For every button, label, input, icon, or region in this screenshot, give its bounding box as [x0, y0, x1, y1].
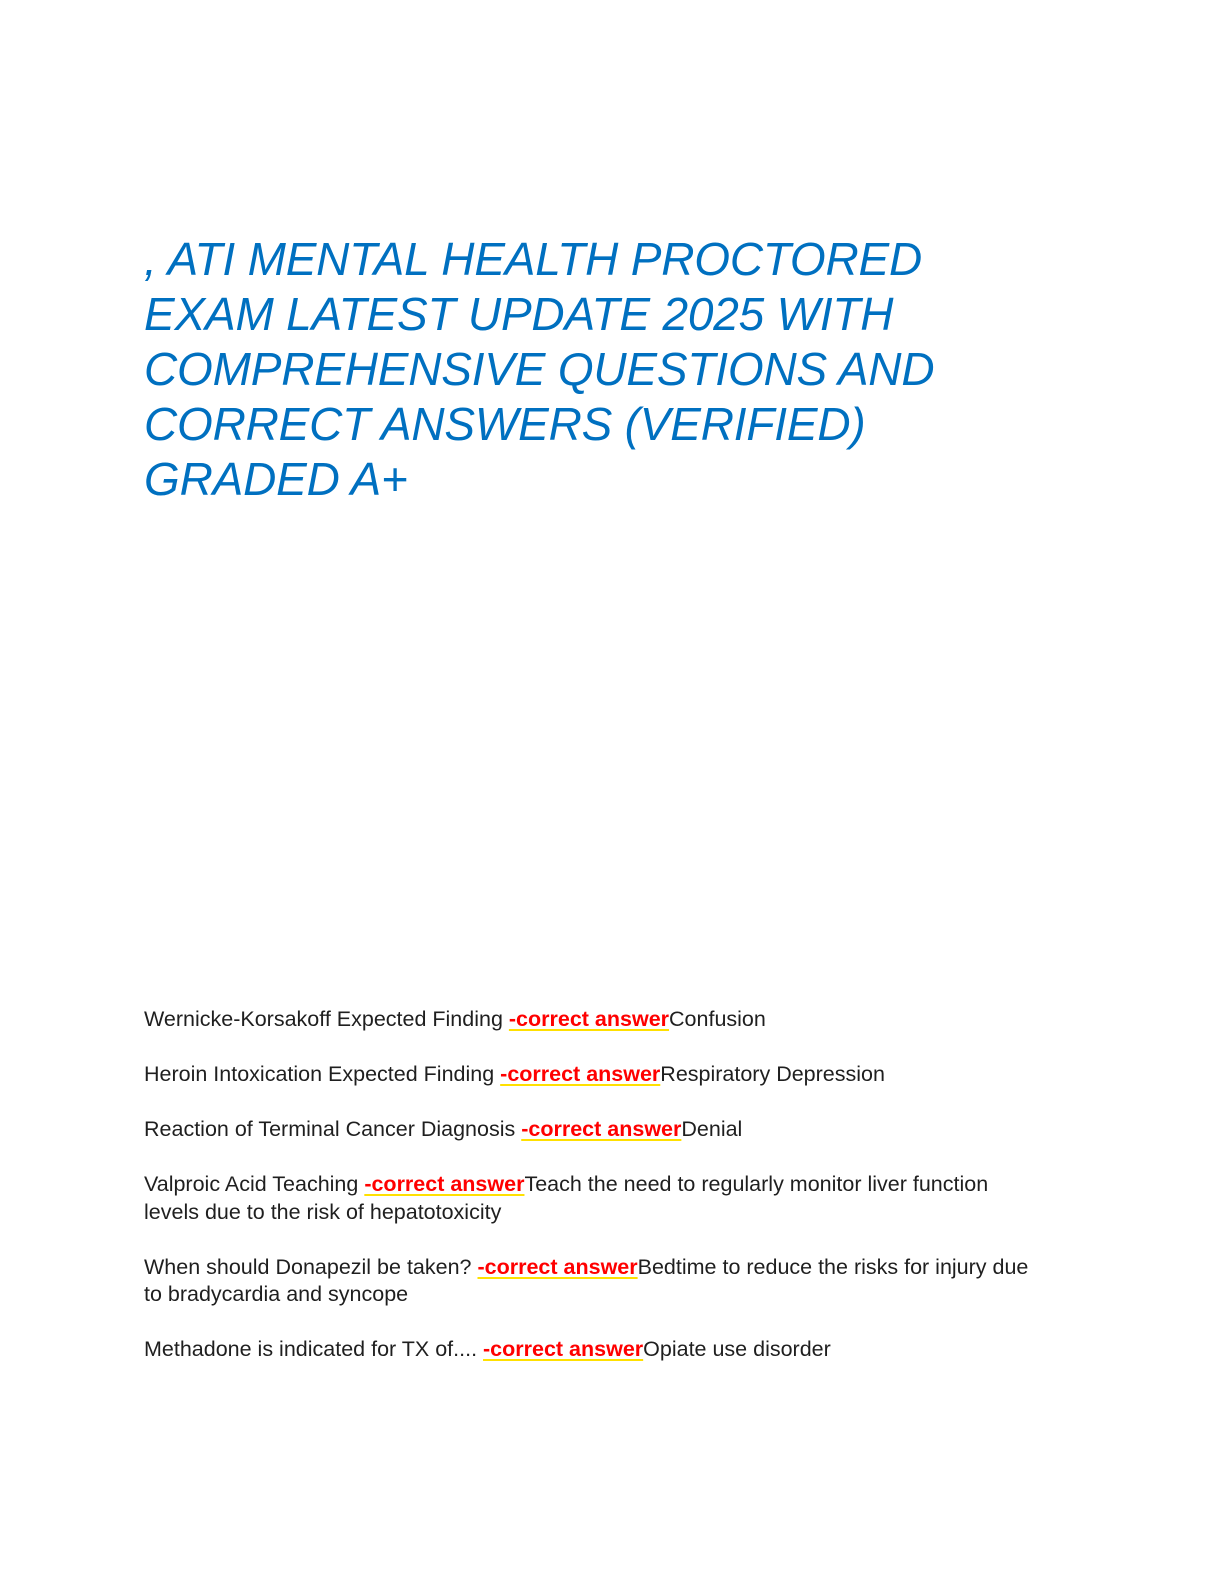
question-text: Methadone is indicated for TX of....: [144, 1337, 484, 1361]
qa-item: [144, 1061, 1044, 1089]
question-text: Heroin Intoxication Expected Finding: [144, 1062, 501, 1086]
answer-text: Teach the need to regularly monitor liver function levels due to the risk of hepatotoxicity: [144, 1172, 989, 1224]
qa-item: [144, 1254, 1044, 1309]
question-text: Reaction of Terminal Cancer Diagnosis: [144, 1117, 522, 1141]
answer-text: Respiratory Depression: [660, 1062, 885, 1086]
correct-answer-marker: -correct answer: [500, 1062, 661, 1086]
qa-list: [144, 1006, 1044, 1391]
answer-text: Confusion: [669, 1007, 766, 1031]
correct-answer-marker: -correct answer: [364, 1172, 525, 1196]
correct-answer-marker: -correct answer: [477, 1254, 638, 1279]
qa-item: [144, 1336, 1044, 1364]
qa-item: [144, 1116, 1044, 1144]
answer-text: Opiate use disorder: [643, 1337, 831, 1361]
answer-text: Denial: [681, 1117, 743, 1141]
question-text: Valproic Acid Teaching: [144, 1172, 365, 1196]
qa-item: [144, 1171, 1044, 1226]
question-text: When should Donapezil be taken?: [144, 1254, 478, 1279]
correct-answer-marker: -correct answer: [508, 1007, 670, 1031]
document-title: , ATI MENTAL HEALTH PROCTORED EXAM LATEST UPDATE 2025 WITH COMPREHENSIVE QUESTIONS AND CORRECT ANSWERS (VERIFIED) GRADED A+: [144, 233, 935, 505]
qa-item: [144, 1006, 1044, 1034]
correct-answer-marker: -correct answer: [483, 1337, 644, 1361]
correct-answer-marker: -correct answer: [521, 1117, 682, 1141]
answer-text: Bedtime to reduce the risks for injury due to bradycardia and syncope: [144, 1254, 1029, 1306]
question-text: Wernicke-Korsakoff Expected Finding: [144, 1007, 509, 1031]
